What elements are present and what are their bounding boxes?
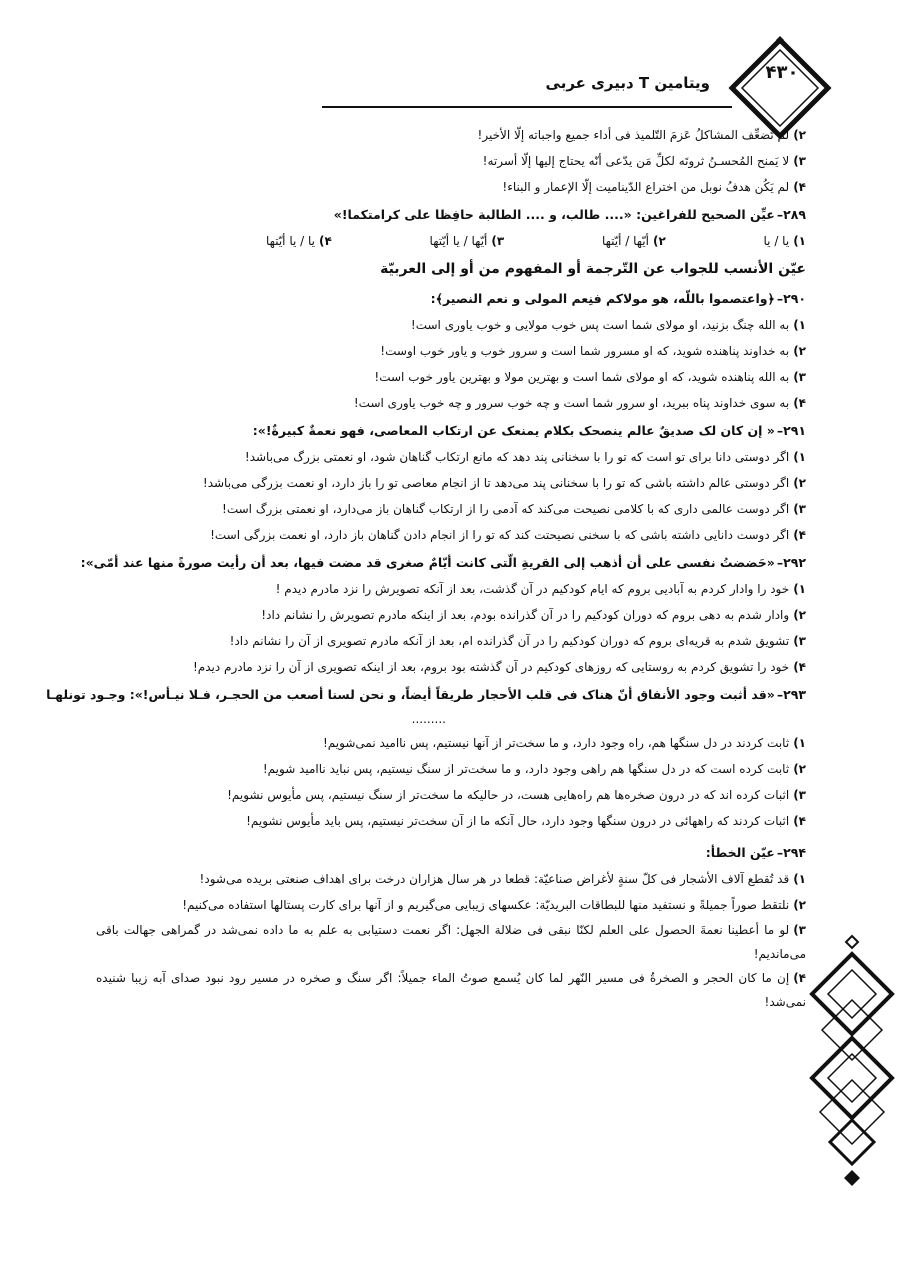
page-number: ۴۳۰: [765, 62, 799, 83]
question-289-options: [96, 228, 806, 254]
option-line: ۱)ثابت کردند در دل سنگها هم، راه وجود دارد، و ما سخت‌تر از آنها نیستیم، پس ناامید نمی‌شویم!: [322, 736, 806, 750]
option-line: ۳)اگر دوست عالمی داری که با کلامی نصیحت می‌کند که آدمی را از ارتکاب گناهان باز می‌دارد، او نعمتی بزرگ است!: [222, 502, 806, 516]
option-line: ۴)اگر دوست دانایی داشته باشی که با سخنی نصیحتت کند که تو را از انجام دادن گناهان باز دارد، او نعمت بزرگی است!: [210, 528, 806, 542]
option-line: ۲)لم تُضعِّف المشاکلُ عَزمَ التّلمیذ فی أداء جمیع واجباته إلّا الأخیر!: [477, 128, 806, 142]
question-290: ۲۹۰–﴿واعتصموا باللّه، هو مولاکم فنِعم المولی و نعم النصیر﴾:: [430, 291, 806, 306]
option-2: ۲)أیّها / أیّتها: [601, 234, 666, 248]
section-title: عیّن الأنسب للجواب عن التّرجمة أو المفهوم من أو إلی العربیّة: [380, 261, 806, 277]
option-line: ۴)إن ما کان الحجر و الصخرةُ فی مسیر النّهر لما کان یُسمع صوتُ الماء جمیلاً: اگر سنگ و صخره در مسیر رود نبود صدای آبه زیبا شنیده نمی‌شد!: [96, 971, 806, 1009]
option-line: ۲)ثابت کرده است که در دل سنگها هم راهی وجود دارد، و ما سخت‌تر از سنگ نیستیم، پس نباید ناامید شویم!: [262, 762, 806, 776]
option-line: ۲)وادار شدم به دهی بروم که دوران کودکیم را در آن گذرانده بودم، بعد از اینکه مادرم تصویرش را نشانم داد!: [261, 608, 806, 622]
book-title: ویتامین T دبیری عربی: [545, 74, 710, 92]
question-289: ۲۸۹–عیِّن الصحیح للفراغین: «.... طالب، و .... الطالبة حافِظا علی کرامتکما!»: [333, 207, 806, 222]
option-line: ۳)اثبات کرده اند که در درون صخره‌ها هم راه‌هایی هست، در حالیکه ما سخت‌تر از سنگ نیستیم، پس مأیوس نشویم!: [227, 788, 806, 802]
option-line: ۱)خود را وادار کردم به آبادیی بروم که ایام کودکیم در آن گذشت، بعد از آنکه تصویرش را نزد مادرم دیدم !: [275, 582, 806, 596]
option-line: ۴)لم یَکُن هدفُ نوبل من اختراع الدّینامیت إلّا الإعمار و البناء!: [502, 180, 806, 194]
question-292: ۲۹۲–«حَضضتُ نفسی علی أن أذهب إلی القریةِ الّتی کانت أیّامٌ صغری قد مضت فیها، بعد أن رأیت صورةً منها عند أمّی»:: [80, 555, 806, 570]
option-line: ۴)به سوی خداوند پناه ببرید، او سرور شما است و چه خوب سرور و چه خوب یاوری است!: [353, 396, 806, 410]
option-line: ۴)خود را تشویق کردم به روستایی که روزهای کودکیم در آن گذشته بود بروم، بعد از اینکه تصویری از آن را نزد مادرم دیدم!: [193, 660, 806, 674]
option-3: ۳)أیّها / یا أیّتها: [429, 234, 505, 248]
option-line: ۴)اثبات کردند که راههائی در درون سنگها وجود دارد، حال آنکه ما از آن سخت‌تر نیستیم، پس باید مأیوس نشویم!: [246, 814, 806, 828]
option-line: ۲)به خداوند پناهنده شوید، که او مسرور شما است و سرور خوب و یاور خوب اوست!: [380, 344, 806, 358]
option-line: ۳)به الله پناهنده شوید، که او مولای شما است و بهترین مولا و بهترین یاور خوب است!: [374, 370, 806, 384]
question-293-blank: .........: [411, 712, 446, 726]
option-line: ۳)تشویق شدم به قریه‌ای بروم که دوران کودکیم را در آن گذرانده ام، بعد از آنکه مادرم تصویری از آن را نشانم داد!: [229, 634, 806, 648]
decorative-ornament: [804, 930, 900, 1200]
questions-body: [46, 122, 806, 1014]
option-line: ۲)اگر دوستی عالم داشته باشی که تو را با سخنانی پند می‌دهد تا از انجام معاصی تو را باز دارد، او نعمت بزرگی می‌باشد!: [202, 476, 806, 490]
option-line: ۱)به الله چنگ بزنید، او مولای شما است پس خوب مولایی و خوب یاوری است!: [410, 318, 806, 332]
question-294: ۲۹۴–عیّن الخطأ:: [705, 845, 806, 860]
option-line: ۳)لا یَمنح المُحسـنُ ثروتَه لکلِّ مَن یدّعی أنّه یحتاج إلیها إلّا أسرته!: [482, 154, 806, 168]
option-line: ۲)نلتقط صوراً جمیلةً و نستفید منها للبطاقات البریدیّة: عکسهای زیبایی می‌گیریم و از آنها برای کارت پستالها استفاده می‌کنیم!: [182, 898, 806, 912]
option-line: ۱)اگر دوستی دانا برای تو است که تو را با سخنانی پند دهد که مانع ارتکاب گناهان شود، او نعمتی بزرگ می‌باشد!: [244, 450, 806, 464]
question-293: ۲۹۳–«قد أثبت وجود الأنفاق أنّ هناک فی قلب الأحجار طریقاً أیضاً، و نحن لسنا أصعب من الحجـر، فـلا نیـأس!»: وجـود تونلهـا: [46, 687, 806, 702]
header-rule: [322, 106, 732, 108]
option-4: ۴)یا / یا أیّتها: [266, 234, 332, 248]
option-line: ۳)لو ما أعطینا نعمةَ الحصول علی العلم لکنّا نبقی فی ضلالة الجهل: اگر نعمت دستیابی به علم به ما داده نمی‌شد در گمراهی جهالت باقی می‌ماندیم!: [96, 923, 806, 961]
option-1: ۱)یا / یا: [763, 234, 806, 248]
option-line: ۱)قد تُقطع آلاف الأشجار فی کلّ سنةٍ لأغراض صناعیّة: قطعا در هر سال هزاران درخت برای اهداف صنعتی بریده می‌شود!: [199, 872, 806, 886]
question-291: ۲۹۱–« إن کان لک صدیقٌ عالم ینصحک بکلام یمنعک عن ارتکاب المعاصی، فهو نعمةٌ کبیرةٌ!»:: [252, 423, 806, 438]
